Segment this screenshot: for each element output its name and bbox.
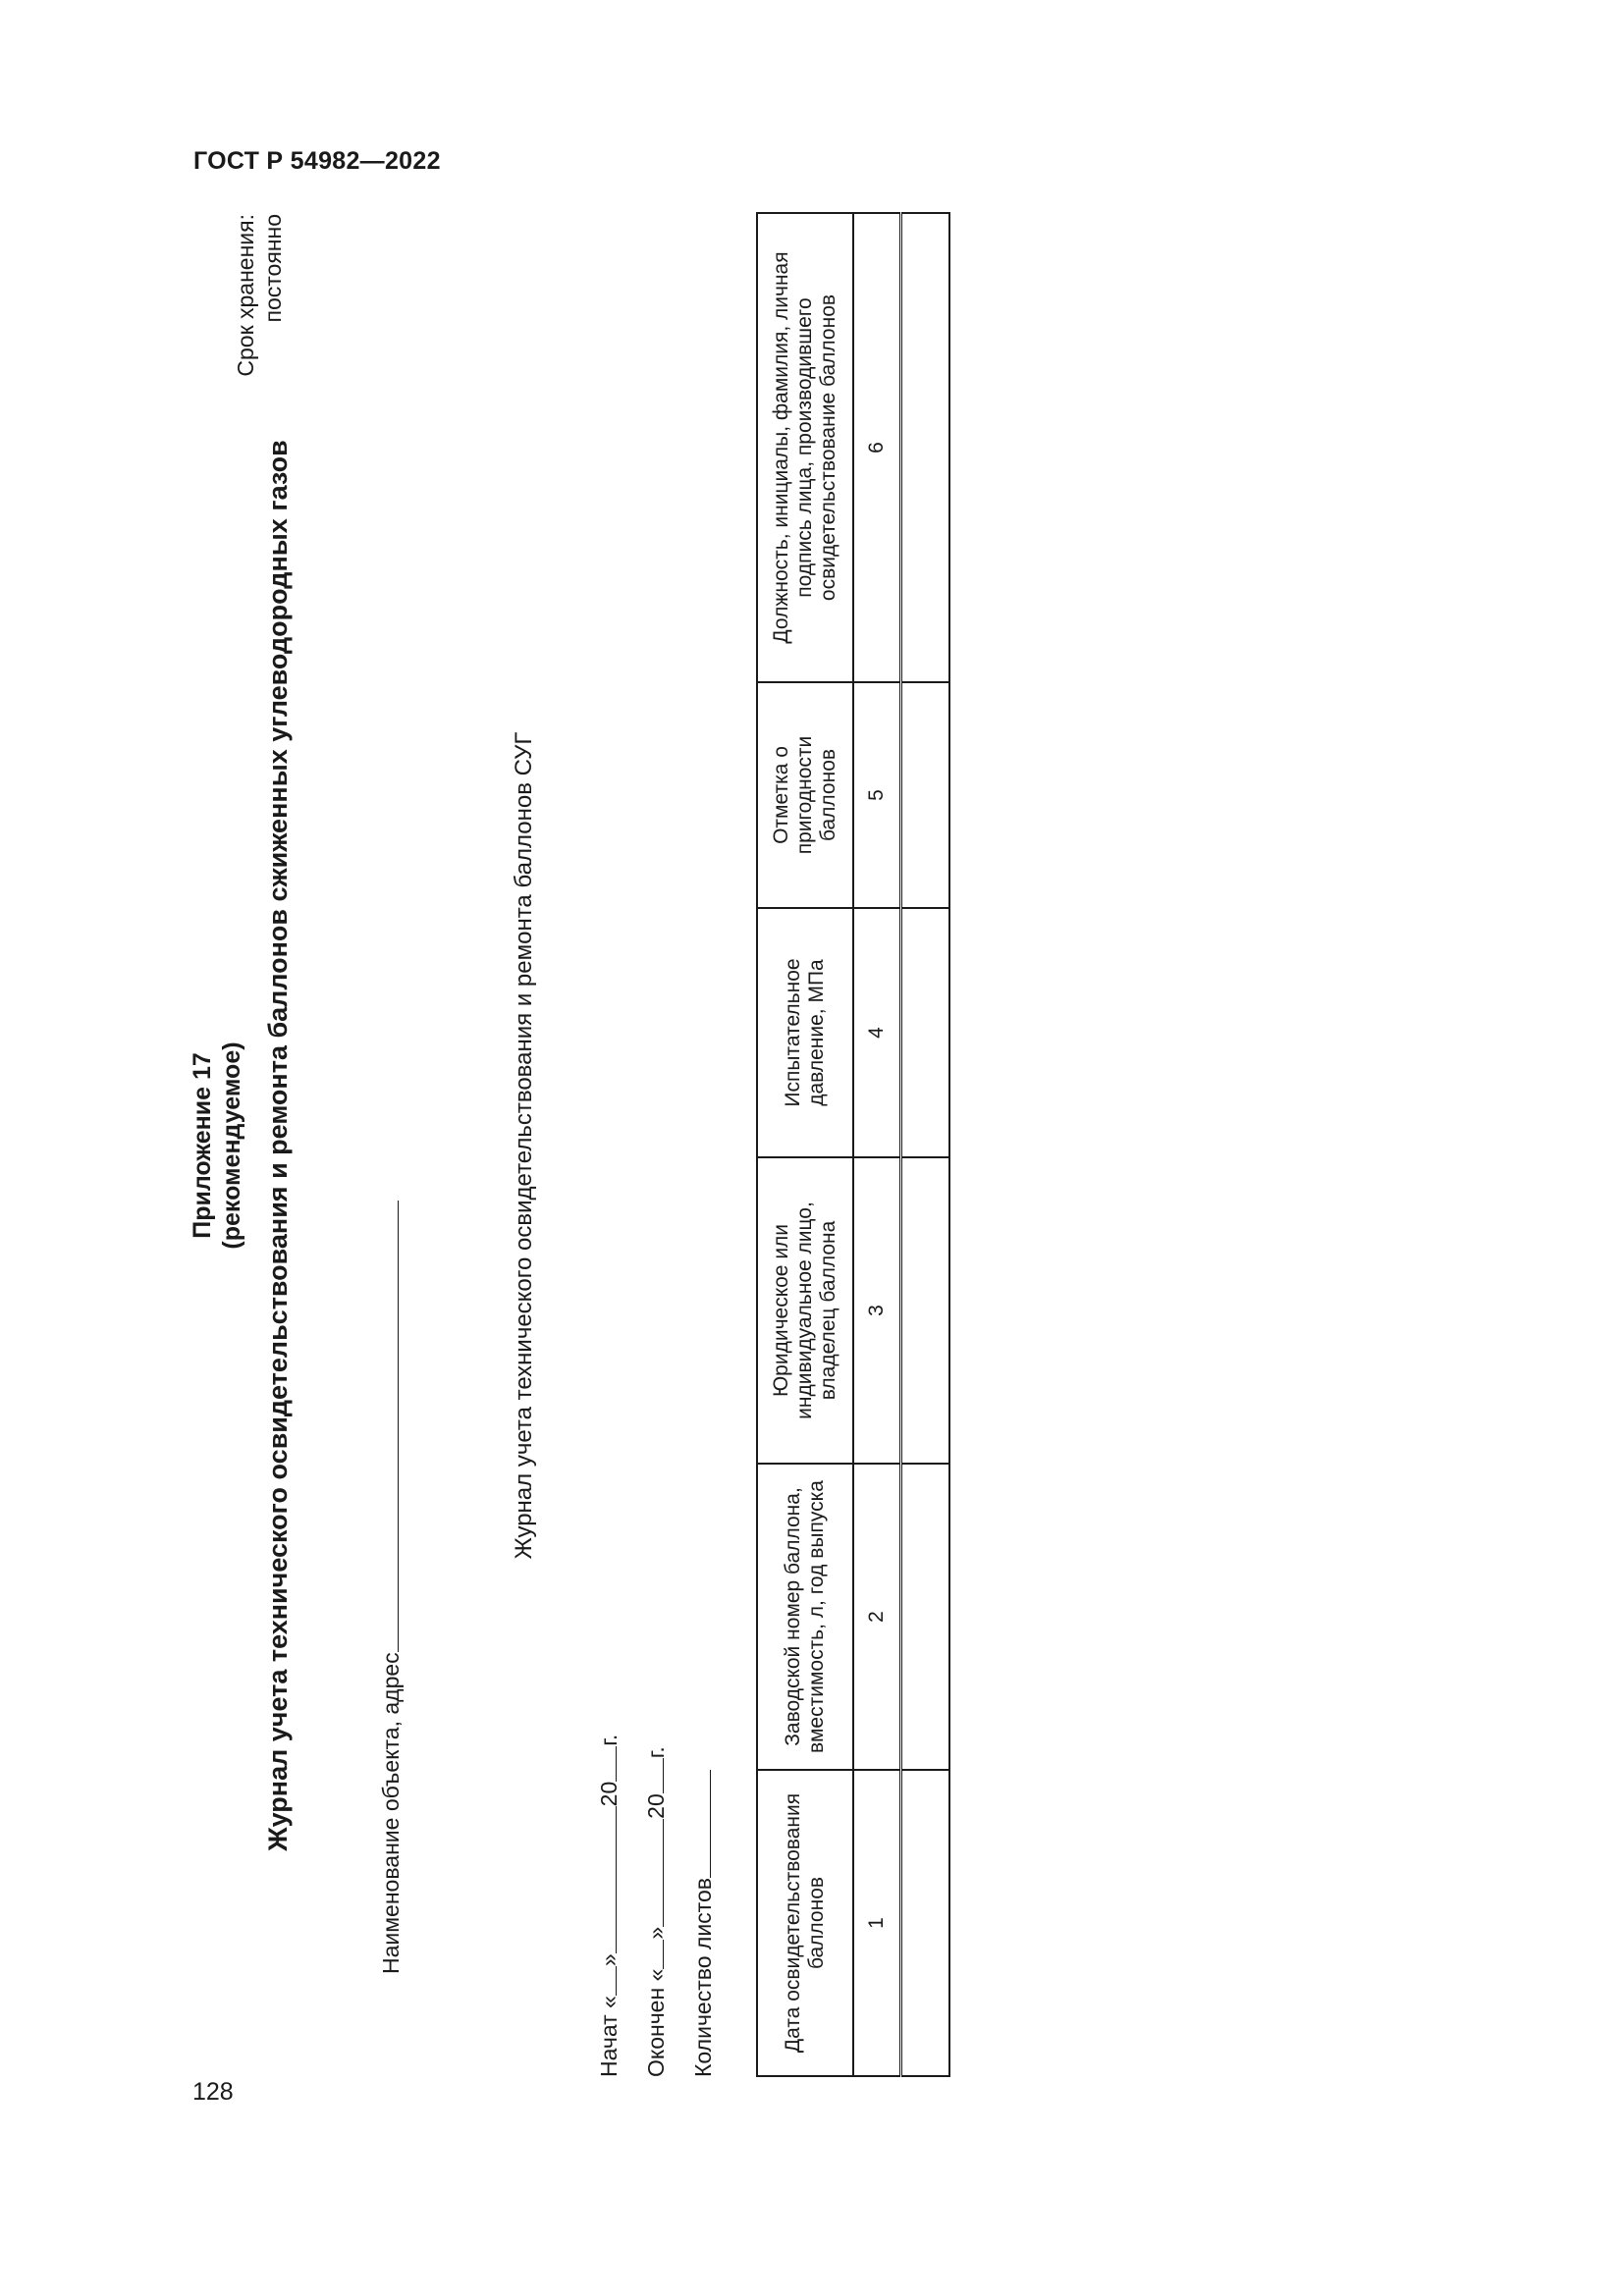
appendix-note: (рекомендуемое) bbox=[218, 1041, 245, 1250]
column-number: 1 bbox=[853, 1770, 901, 2076]
end-quote-close: » bbox=[643, 1926, 669, 1940]
object-name-row bbox=[376, 1201, 405, 1974]
table-row bbox=[901, 213, 950, 2076]
object-name-field[interactable] bbox=[376, 1201, 399, 1652]
appendix-title: Приложение 17 bbox=[189, 1052, 216, 1239]
start-date-row bbox=[594, 1735, 623, 2077]
sheet-count-label: Количество листов bbox=[690, 1878, 716, 2077]
column-number: 5 bbox=[853, 682, 901, 908]
storage-value: постоянно bbox=[260, 214, 286, 323]
column-header-suitability-mark: Отметка о пригодности баллонов bbox=[757, 682, 853, 908]
inspection-log-table bbox=[756, 212, 950, 2077]
column-number: 3 bbox=[853, 1157, 901, 1464]
sheet-count-row bbox=[688, 1770, 717, 2077]
start-quote-close: » bbox=[596, 1953, 622, 1967]
object-name-label: Наименование объекта, адрес bbox=[378, 1652, 404, 1974]
end-year-field[interactable] bbox=[641, 1758, 664, 1793]
table-cell[interactable] bbox=[901, 1157, 950, 1464]
journal-subtitle: Журнал учета технического освидетельствования и ремонта баллонов СУГ bbox=[511, 731, 537, 1560]
start-month-field[interactable] bbox=[594, 1806, 617, 1953]
column-header-test-pressure: Испытательное давление, МПа bbox=[757, 908, 853, 1157]
journal-title: Журнал учета технического освидетельствования и ремонта баллонов сжиженных углеводородных газов bbox=[263, 440, 293, 1851]
start-year-prefix: 20 bbox=[596, 1781, 622, 1807]
page-number: 128 bbox=[192, 2078, 234, 2106]
end-day-field[interactable] bbox=[641, 1940, 664, 1969]
end-year-prefix: 20 bbox=[643, 1793, 669, 1819]
column-number: 2 bbox=[853, 1464, 901, 1770]
column-header-inspection-date: Дата освидетельствования баллонов bbox=[757, 1770, 853, 2076]
column-number: 6 bbox=[853, 213, 901, 682]
start-year-suffix: г. bbox=[596, 1734, 622, 1746]
column-number: 4 bbox=[853, 908, 901, 1157]
table-header-row bbox=[757, 213, 853, 2076]
column-number-row bbox=[853, 213, 901, 2076]
document-code: ГОСТ Р 54982—2022 bbox=[193, 147, 441, 175]
sheet-count-field[interactable] bbox=[688, 1770, 711, 1878]
table-cell[interactable] bbox=[901, 1770, 950, 2076]
start-day-field[interactable] bbox=[594, 1966, 617, 1996]
end-date-row bbox=[641, 1746, 670, 2077]
table-cell[interactable] bbox=[901, 1464, 950, 1770]
table-cell[interactable] bbox=[901, 213, 950, 682]
start-date-label: Начат « bbox=[596, 1996, 622, 2077]
storage-label: Срок хранения: bbox=[233, 214, 258, 377]
column-header-owner: Юридическое или индивидуальное лицо, владелец баллона bbox=[757, 1157, 853, 1464]
column-header-inspector: Должность, инициалы, фамилия, личная подпись лица, производившего освидетельствование баллонов bbox=[757, 213, 853, 682]
rotated-appendix-content bbox=[187, 214, 992, 2077]
end-month-field[interactable] bbox=[641, 1819, 664, 1927]
end-year-suffix: г. bbox=[643, 1746, 669, 1759]
table-cell[interactable] bbox=[901, 908, 950, 1157]
column-header-serial-number: Заводской номер баллона, вместимость, л, год выпуска bbox=[757, 1464, 853, 1770]
start-year-field[interactable] bbox=[594, 1746, 617, 1782]
table-cell[interactable] bbox=[901, 682, 950, 908]
end-date-label: Окончен « bbox=[643, 1968, 669, 2077]
